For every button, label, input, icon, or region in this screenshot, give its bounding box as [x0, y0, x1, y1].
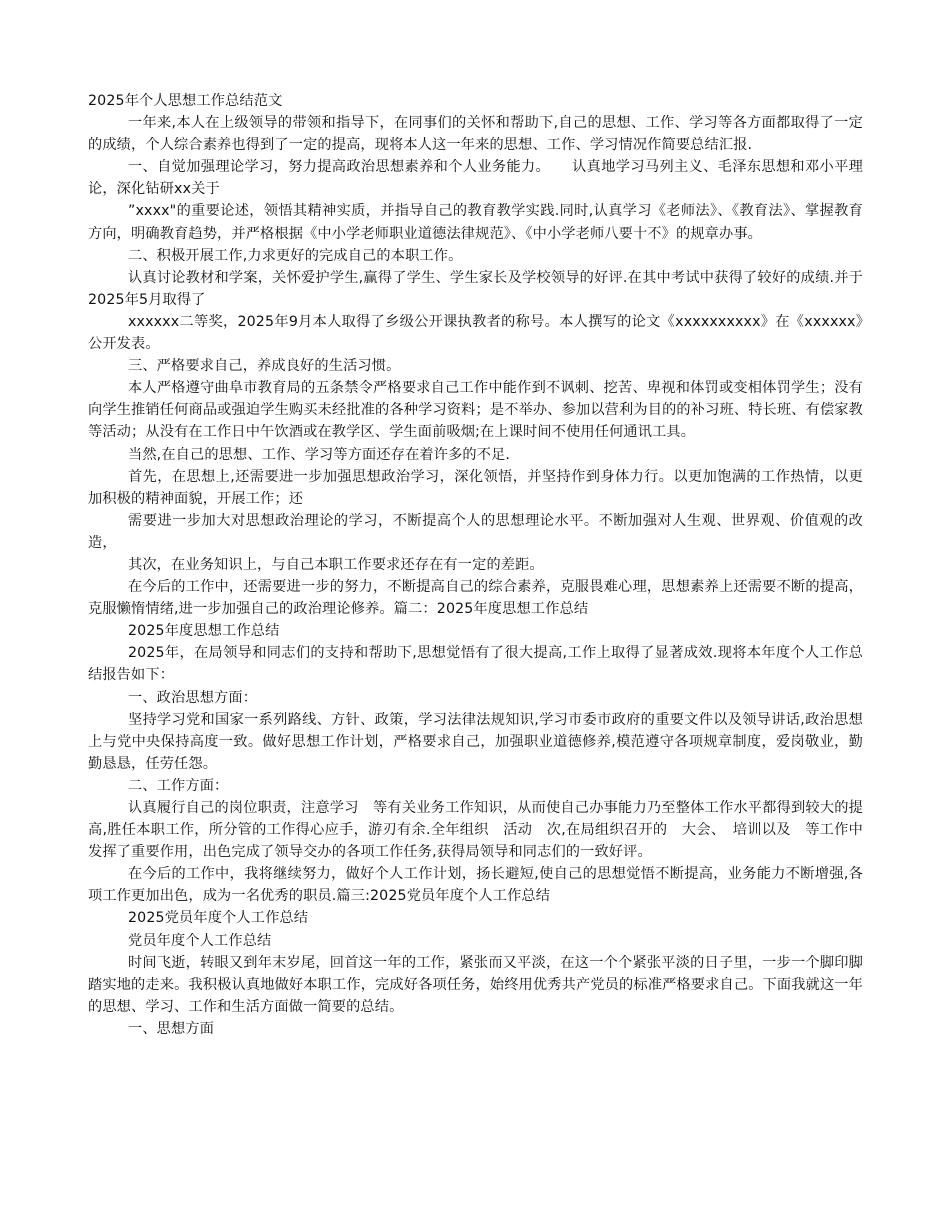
paragraph: 当然,在自己的思想、工作、学习等方面还存在着许多的不足.: [128, 446, 511, 463]
paragraph: 2025党员年度个人工作总结: [128, 910, 309, 927]
paragraph: 认真讨论教材和学案，关怀爱护学生,赢得了学生、学生家长及学校领导的好评.在其中考试中获得了较好的成绩.并于2025年5月取得了: [88, 269, 863, 308]
paragraph: 一、思想方面: [128, 1020, 215, 1037]
paragraph: 二、积极开展工作,力求更好的完成自己的本职工作。: [128, 247, 463, 264]
paragraph: 需要进一步加大对思想政治理论的学习，不断提高个人的思想理论水平。不断加强对人生观、世界观、价值观的改造，: [88, 512, 863, 551]
paragraph: 党员年度个人工作总结: [128, 932, 272, 949]
paragraph: xxxxxx二等奖，2025年9月本人取得了乡级公开课执教者的称号。本人撰写的论文《xxxxxxxxxx》在《xxxxxx》公开发表。: [88, 313, 863, 353]
paragraph: 2025年度思想工作总结: [128, 623, 280, 640]
paragraph: 一年来,本人在上级领导的带领和指导下，在同事们的关怀和帮助下,自己的思想、工作、学习等各方面都取得了一定的成绩，个人综合素养也得到了一定的提高，现将本人这一年来的思想、工作、学习情况作简要总结汇报.: [88, 115, 863, 154]
paragraph: ”xxxx"的重要论述，领悟其精神实质，并指导自己的教育教学实践.同时,认真学习《老师法》、《教育法》、掌握教育方向，明确教育趋势，并严格根据《中小学老师职业道德法律规范》、《中小学老师八要十不》的规章办事。: [88, 203, 863, 242]
paragraph: 在今后的工作中，还需要进一步的努力，不断提高自己的综合素养，克服畏难心理，思想素养上还需要不断的提高，克服懒惰情绪,进一步加强自己的政治理论修养。篇二：2025年度思想工作总结: [88, 579, 863, 618]
paragraph: 三、严格要求自己，养成良好的生活习惯。: [128, 358, 401, 375]
paragraph: 本人严格遵守曲阜市教育局的五条禁令严格要求自己工作中能作到不讽刺、挖苦、卑视和体罚或变相体罚学生；没有向学生推销任何商品或强迫学生购买未经批准的各种学习资料；是不举办、参加以营利为目的的补习班、特长班、有偿家教等活动；从没有在工作日中午饮酒或在教学区、学生面前吸烟;在上课时间不使用任何通讯工具。: [88, 380, 863, 441]
paragraph: 2025年，在局领导和同志们的支持和帮助下,思想觉悟有了很大提高,工作上取得了显著成效.现将本年度个人工作总结报告如下：: [88, 645, 863, 684]
paragraph: 在今后的工作中，我将继续努力，做好个人工作计划，扬长避短,使自己的思想觉悟不断提高，业务能力不断增强,各项工作更加出色，成为一名优秀的职员.篇三:2025党员年度个人工作总结: [88, 866, 863, 905]
paragraph: 一、政治思想方面：: [128, 689, 258, 706]
paragraph: 二、工作方面：: [128, 777, 229, 794]
paragraph: 一、自觉加强理论学习，努力提高政治思想素养和个人业务能力。 认真地学习马列主义、毛泽东思想和邓小平理论，深化钻研xx关于: [88, 159, 863, 198]
document-body: [88, 90, 863, 1040]
paragraph: 认真履行自己的岗位职责，注意学习 等有关业务工作知识，从而使自己办事能力乃至整体工作水平都得到较大的提高,胜任本职工作，所分管的工作得心应手，游刃有余.全年组织 活动 次,在局组织召开的 大会、 培训以及 等工作中发挥了重要作用，出色完成了领导交办的各项工作任务,获得局领导和同志们的一致好评。: [88, 800, 863, 861]
paragraph: 其次，在业务知识上，与自己本职工作要求还存在有一定的差距。: [128, 556, 544, 573]
document-title: 2025年个人思想工作总结范文: [88, 93, 283, 109]
document-paragraphs: [88, 112, 863, 1040]
paragraph: 坚持学习党和国家一系列路线、方针、政策，学习法律法规知识,学习市委市政府的重要文件以及领导讲话,政治思想上与党中央保持高度一致。做好思想工作计划，严格要求自己，加强职业道德修养,模范遵守各项规章制度，爱岗敬业，勤勤恳恳，任劳任怨。: [88, 711, 863, 772]
paragraph: 时间飞逝，转眼又到年末岁尾，回首这一年的工作，紧张而又平淡，在这一个个紧张平淡的日子里，一步一个脚印脚踏实地的走来。我积极认真地做好本职工作，完成好各项任务，始终用优秀共产党员的标准严格要求自己。下面我就这一年的思想、学习、工作和生活方面做一简要的总结。: [88, 954, 863, 1015]
paragraph: 首先，在思想上,还需要进一步加强思想政治学习，深化领悟，并坚持作到身体力行。以更加饱满的工作热情，以更加积极的精神面貌，开展工作；还: [88, 468, 863, 507]
